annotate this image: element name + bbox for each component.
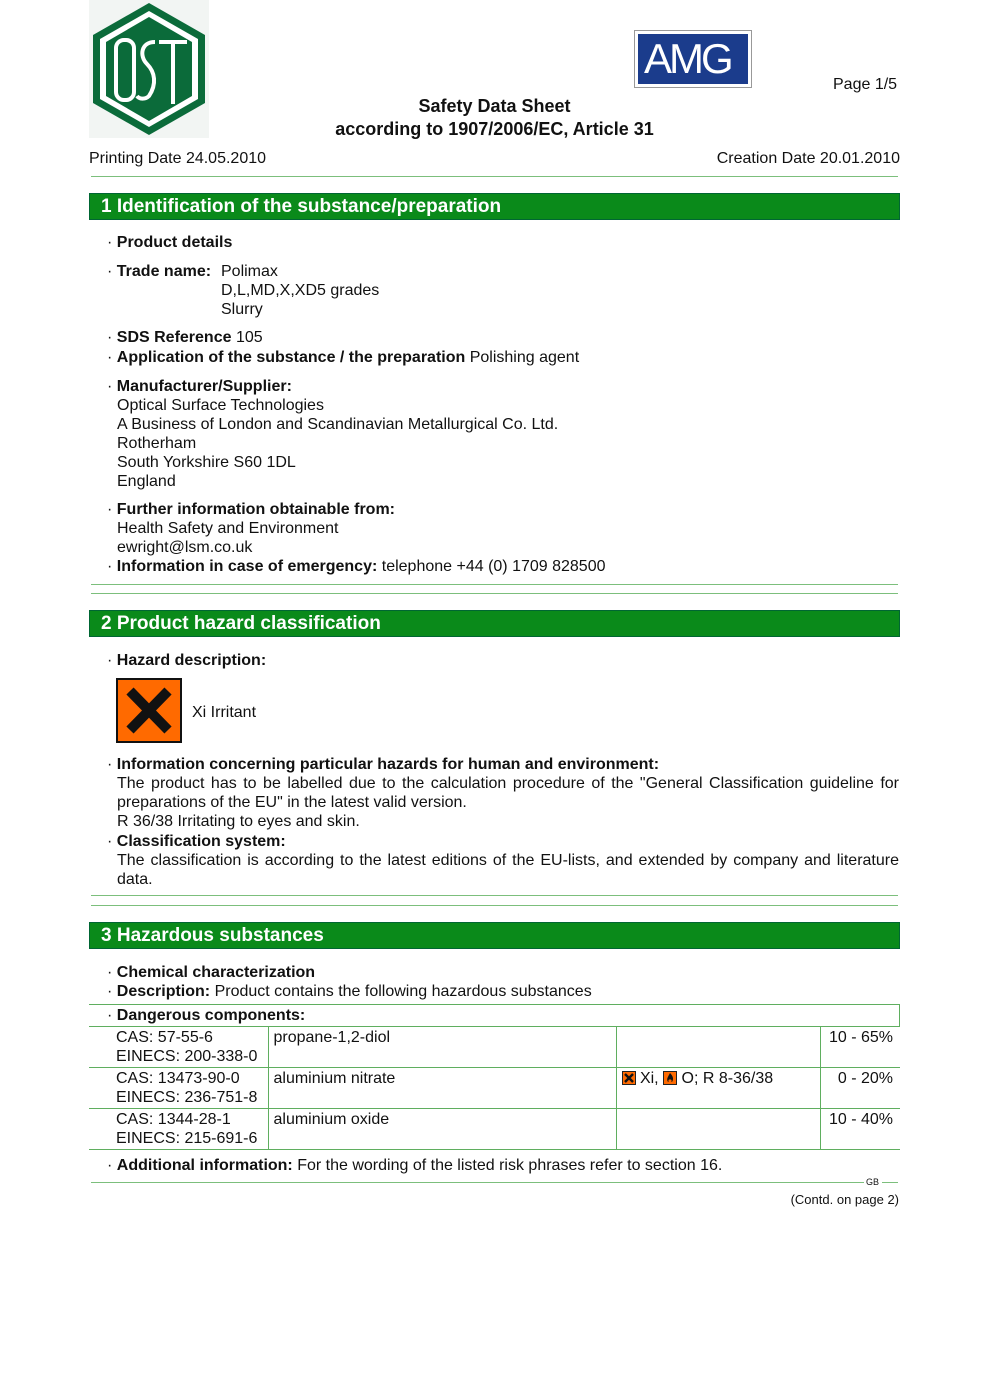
hazard-description-label: · Hazard description: — [107, 652, 267, 669]
page-number: Page 1/5 — [833, 76, 898, 93]
manufacturer-label: · Manufacturer/Supplier: — [107, 378, 292, 395]
country-code: GB — [866, 1177, 880, 1187]
email-link[interactable]: ewright@lsm.co.uk — [117, 539, 253, 556]
substance-name-cell: propane-1,2-diol — [268, 1027, 616, 1068]
footer-rule — [91, 1182, 864, 1183]
divider — [91, 176, 898, 177]
hazard-symbol-label: Xi Irritant — [192, 704, 257, 721]
section-2-heading: 2 Product hazard classification — [89, 610, 900, 637]
continued-note: (Contd. on page 2) — [790, 1192, 899, 1207]
classification-cell: Xi, O; R 8-36/38 — [616, 1068, 820, 1109]
substance-name-cell: aluminium nitrate — [268, 1068, 616, 1109]
divider — [91, 593, 898, 594]
emergency-info: · Information in case of emergency: telephone +44 (0) 1709 828500 — [107, 558, 606, 575]
document-title: Safety Data Sheet — [418, 96, 571, 116]
particular-hazards-label: · Information concerning particular hazards for human and environment: — [107, 756, 660, 773]
trade-name-label: Trade name: — [116, 263, 212, 280]
substance-name-cell: aluminium oxide — [268, 1109, 616, 1150]
dangerous-components-table — [89, 1026, 900, 1150]
manufacturer-address: Optical Surface Technologies A Business of London and Scandinavian Metallurgical Co. Ltd. Rotherham South Yorkshire S60 1DL England — [117, 397, 559, 490]
application: · Application of the substance / the preparation Polishing agent — [107, 349, 580, 366]
divider — [91, 895, 898, 896]
cas-cell: CAS: 1344-28-1 EINECS: 215-691-6 — [89, 1109, 268, 1150]
table-row — [89, 1109, 900, 1150]
product-details-label: · Product details — [107, 234, 233, 251]
particular-hazards-text: The product has to be labelled due to the calculation procedure of the "General Classification guideline for preparations of the EU" in the latest valid version. — [117, 775, 899, 811]
sds-reference: · SDS Reference 105 — [107, 329, 263, 346]
classification-system-label: · Classification system: — [107, 833, 286, 850]
range-cell: 10 - 40% — [820, 1109, 900, 1150]
range-cell: 10 - 65% — [820, 1027, 900, 1068]
cas-cell: CAS: 57-55-6 EINECS: 200-338-0 — [89, 1027, 268, 1068]
divider — [91, 584, 898, 585]
further-info-value: Health Safety and Environment ewright@lsm.co.uk — [117, 520, 339, 556]
dangerous-components-label: · Dangerous components: — [107, 1007, 306, 1024]
irritant-icon — [622, 1071, 636, 1085]
creation-date: Creation Date 20.01.2010 — [716, 150, 900, 167]
description-row: · Description: Product contains the following hazardous substances — [107, 983, 592, 1000]
classification-cell — [616, 1109, 820, 1150]
amg-logo — [634, 30, 752, 88]
oxidizing-icon — [663, 1071, 677, 1085]
printing-date: Printing Date 24.05.2010 — [89, 150, 267, 167]
trade-name-row: · Trade name: — [107, 263, 212, 280]
section-3-heading: 3 Hazardous substances — [89, 922, 900, 949]
trade-name-value: Polimax D,L,MD,X,XD5 grades Slurry — [221, 263, 380, 318]
chemical-characterization-label: · Chemical characterization — [107, 964, 316, 981]
cas-cell: CAS: 13473-90-0 EINECS: 236-751-8 — [89, 1068, 268, 1109]
additional-information: · Additional information: For the wording of the listed risk phrases refer to section 16. — [107, 1157, 723, 1174]
irritant-hazard-icon — [116, 678, 182, 743]
classification-system-text: The classification is according to the latest editions of the EU-lists, and extended by company and literature data. — [117, 852, 899, 888]
range-cell: 0 - 20% — [820, 1068, 900, 1109]
r-phrase: R 36/38 Irritating to eyes and skin. — [117, 813, 360, 830]
ost-logo — [89, 0, 209, 138]
footer-rule-end — [882, 1182, 898, 1183]
table-row — [89, 1027, 900, 1068]
section-1-heading: 1 Identification of the substance/preparation — [89, 193, 900, 220]
classification-cell — [616, 1027, 820, 1068]
document-subtitle: according to 1907/2006/EC, Article 31 — [335, 119, 654, 139]
divider — [91, 905, 898, 906]
further-info-label: · Further information obtainable from: — [107, 501, 395, 518]
table-row — [89, 1068, 900, 1109]
amg-logo-text: AMG — [644, 35, 731, 82]
